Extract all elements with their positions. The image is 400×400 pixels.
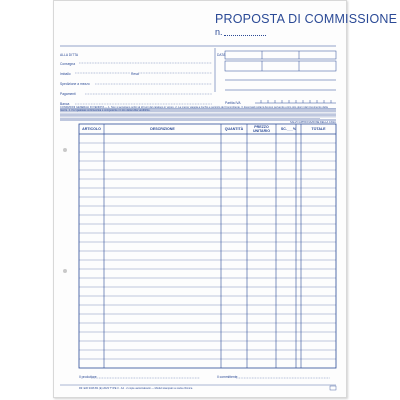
col-prezzo-unitario: PREZZO UNITARIO <box>252 125 271 133</box>
col-descrizione: DESCRIZIONE <box>150 127 175 131</box>
imballo-label: Imballo <box>60 72 71 76</box>
col-quantita: QUANTITÀ <box>224 127 244 131</box>
footer-code-text: Rif. E/R 3346 B1 (E) 2023 TYPE 3 · A4 · 2 copie autoricalcanti — Moduli stampati su carta chimica <box>79 387 193 390</box>
data-label: DATA <box>217 53 226 57</box>
col-articolo: ARTICOLO <box>82 127 101 131</box>
resa-label: Resa <box>131 72 139 76</box>
col-sconto: SC.___% <box>280 127 297 131</box>
committente-label: Il committente <box>217 375 238 379</box>
approval-label: SALVO APPROVAZIONE DELLA CASA <box>290 121 336 124</box>
consegna-label: Consegna <box>60 62 76 66</box>
number-label: n. <box>215 27 223 37</box>
form-title: PROPOSTA DI COMMISSIONE <box>215 12 398 26</box>
pagamenti-label: Pagamenti <box>60 92 76 96</box>
alla-ditta-label: ALLA DITTA <box>60 53 79 57</box>
partita-iva-label: Partita IVA <box>225 101 241 105</box>
conditions-text: CONDIZIONI GENERALI DI VENDITA — 1. Non si accettano ordini al di fuori del catalogo in vigore. 2. La merce viaggia a rischio e pericolo del Committente. 3. Eventuali reclami devono pervenire entro otto giorni dal ricevimento della merce. 4. Per qualsiasi controversia è competente il Foro della Ditta venditrice. <box>60 106 328 112</box>
spedizione-label: Spedizione a mezzo <box>60 82 90 86</box>
produttore-label: Il produttore <box>79 375 97 379</box>
banca-label: Banca <box>60 102 70 106</box>
col-totale: TOTALE <box>311 127 326 131</box>
